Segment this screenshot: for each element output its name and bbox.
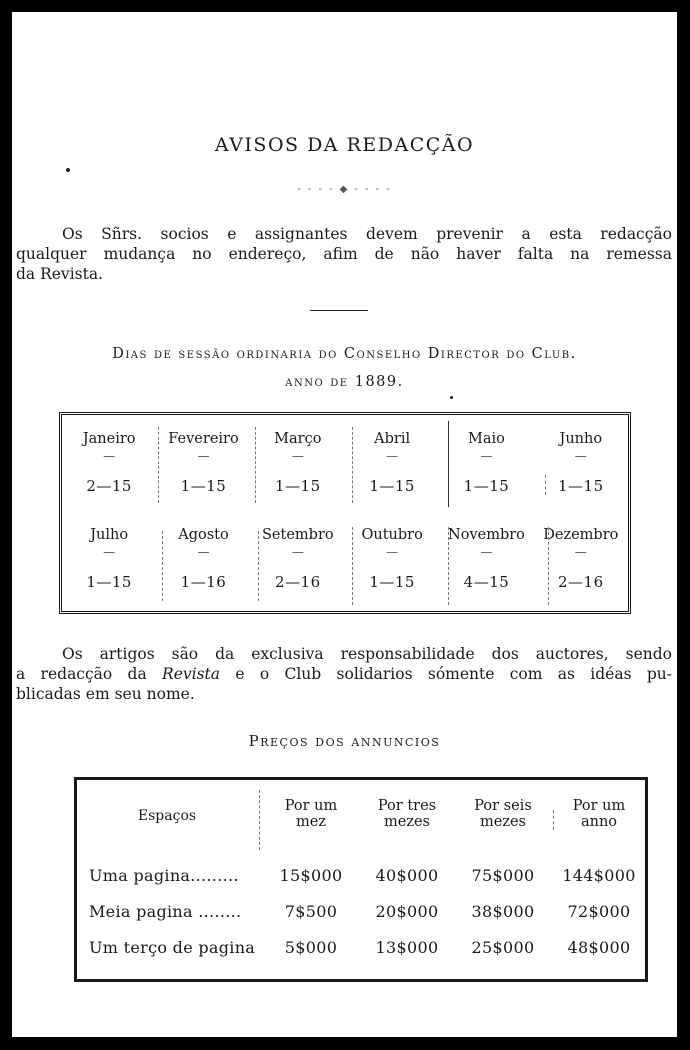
price-row <box>77 866 645 896</box>
session-days: 2—15 <box>86 477 132 495</box>
header-cell <box>453 798 553 830</box>
dash-mark: — <box>197 545 210 559</box>
dash-mark: — <box>386 449 399 463</box>
column-separator <box>548 527 549 605</box>
month-label: Fevereiro <box>168 431 239 447</box>
notice-line: Os Sñrs. socios e assignantes devem prevenir a esta redacção <box>62 225 672 243</box>
space-label: Um terço de pagina <box>89 938 256 957</box>
session-days: 1—15 <box>557 477 604 495</box>
calendar-row <box>62 515 628 611</box>
price-value: 13$000 <box>375 938 439 957</box>
revista-italic: Revista <box>162 665 221 683</box>
calendar-cell <box>62 515 156 611</box>
column-separator <box>545 475 546 495</box>
column-separator <box>448 421 449 507</box>
space-label: Uma pagina......... <box>89 866 239 885</box>
session-days: 1—15 <box>86 573 132 591</box>
space-label: Meia pagina ........ <box>89 902 242 921</box>
session-days: 1—15 <box>369 477 415 495</box>
header-line: mezes <box>384 814 430 830</box>
price-row <box>77 902 645 932</box>
price-value: 5$000 <box>284 938 338 957</box>
dash-mark: — <box>103 449 116 463</box>
calendar-cell <box>62 419 156 515</box>
price-value: 15$000 <box>279 866 343 885</box>
header-line: Por um <box>284 798 338 814</box>
calendar-cell <box>156 515 250 611</box>
column-separator <box>352 427 353 503</box>
column-separator <box>162 531 163 601</box>
month-label: Dezembro <box>543 527 619 543</box>
month-label: Abril <box>374 431 411 447</box>
page-title: AVISOS DA REDACÇÃO <box>214 134 475 156</box>
responsibility-line <box>16 664 672 684</box>
notice-line: qualquer mudança no endereço, afim de não haver falta na remessa <box>16 245 672 263</box>
dash-mark: — <box>291 545 304 559</box>
address-notice <box>16 224 672 284</box>
ink-speck <box>66 168 70 172</box>
dash-mark: — <box>386 545 399 559</box>
header-line: Por seis <box>474 798 532 814</box>
session-days: 2—16 <box>557 573 604 591</box>
month-label: Novembro <box>448 527 525 543</box>
calendar-cell <box>156 419 250 515</box>
calendar-cell <box>534 419 628 515</box>
dash-mark: — <box>574 545 587 559</box>
dash-mark: — <box>574 449 587 463</box>
month-label: Janeiro <box>82 431 136 447</box>
dash-mark: — <box>480 545 493 559</box>
price-value: 20$000 <box>375 902 439 921</box>
session-days: 2—16 <box>275 573 321 591</box>
page <box>12 12 677 1037</box>
session-days: 4—15 <box>463 573 510 591</box>
header-cell <box>359 798 455 830</box>
header-line: mez <box>296 814 326 830</box>
calendar-cell <box>345 515 439 611</box>
dash-mark: — <box>480 449 493 463</box>
dash-mark: — <box>291 449 304 463</box>
header-espacos: Espaços <box>137 808 197 824</box>
responsibility-line: blicadas em seu nome. <box>16 685 195 703</box>
column-separator <box>258 531 259 601</box>
sessions-heading: Dias de sessão ordinaria do Conselho Director do Club. <box>112 346 577 362</box>
session-calendar-table <box>59 412 631 614</box>
header-cell <box>551 798 647 830</box>
dash-mark: — <box>103 545 116 559</box>
responsibility-line: Os artigos são da exclusiva responsabilidade dos auctores, sendo <box>62 645 672 663</box>
calendar-cell <box>251 419 345 515</box>
price-value: 72$000 <box>567 902 631 921</box>
column-separator <box>448 527 449 605</box>
prices-heading: Preços dos annuncios <box>248 732 441 750</box>
column-separator <box>553 810 554 830</box>
price-value: 40$000 <box>375 866 439 885</box>
price-row <box>77 938 645 968</box>
column-separator <box>158 427 159 503</box>
session-days: 1—16 <box>180 573 227 591</box>
header-line: Por tres <box>377 798 437 814</box>
month-label: Setembro <box>262 527 334 543</box>
session-days: 1—15 <box>463 477 510 495</box>
responsibility-text: e o Club solidarios sómente com as idéas pu- <box>220 665 672 683</box>
price-value: 144$000 <box>562 866 636 885</box>
advert-prices-table <box>74 777 648 982</box>
column-separator <box>352 527 353 605</box>
dash-mark: — <box>197 449 210 463</box>
price-value: 25$000 <box>471 938 535 957</box>
sessions-year: anno de 1889. <box>285 374 404 390</box>
month-label: Março <box>274 431 322 447</box>
ink-speck <box>450 396 453 399</box>
session-days: 1—15 <box>180 477 227 495</box>
calendar-cell <box>439 515 533 611</box>
price-value: 38$000 <box>471 902 535 921</box>
header-line: anno <box>580 814 618 830</box>
session-days: 1—15 <box>275 477 321 495</box>
header-line: Por um <box>572 798 626 814</box>
session-days: 1—15 <box>369 573 415 591</box>
responsibility-notice <box>16 644 672 704</box>
header-line: mezes <box>480 814 526 830</box>
calendar-cell <box>345 419 439 515</box>
price-value: 7$500 <box>284 902 338 921</box>
month-label: Outubro <box>361 527 423 543</box>
notice-line: da Revista. <box>16 265 103 283</box>
calendar-row <box>62 419 628 515</box>
calendar-cell <box>439 419 533 515</box>
section-rule <box>310 310 368 311</box>
column-separator <box>255 427 256 503</box>
header-cell <box>263 798 359 830</box>
month-label: Junho <box>559 431 603 447</box>
ornament-divider: - - - - ◆ - - - - <box>297 184 392 195</box>
price-value: 48$000 <box>567 938 631 957</box>
month-label: Agosto <box>178 527 229 543</box>
month-label: Julho <box>90 527 129 543</box>
price-value: 75$000 <box>471 866 535 885</box>
calendar-cell <box>251 515 345 611</box>
responsibility-text: a redacção da <box>16 665 163 683</box>
column-separator <box>259 790 260 850</box>
month-label: Maio <box>468 431 505 447</box>
